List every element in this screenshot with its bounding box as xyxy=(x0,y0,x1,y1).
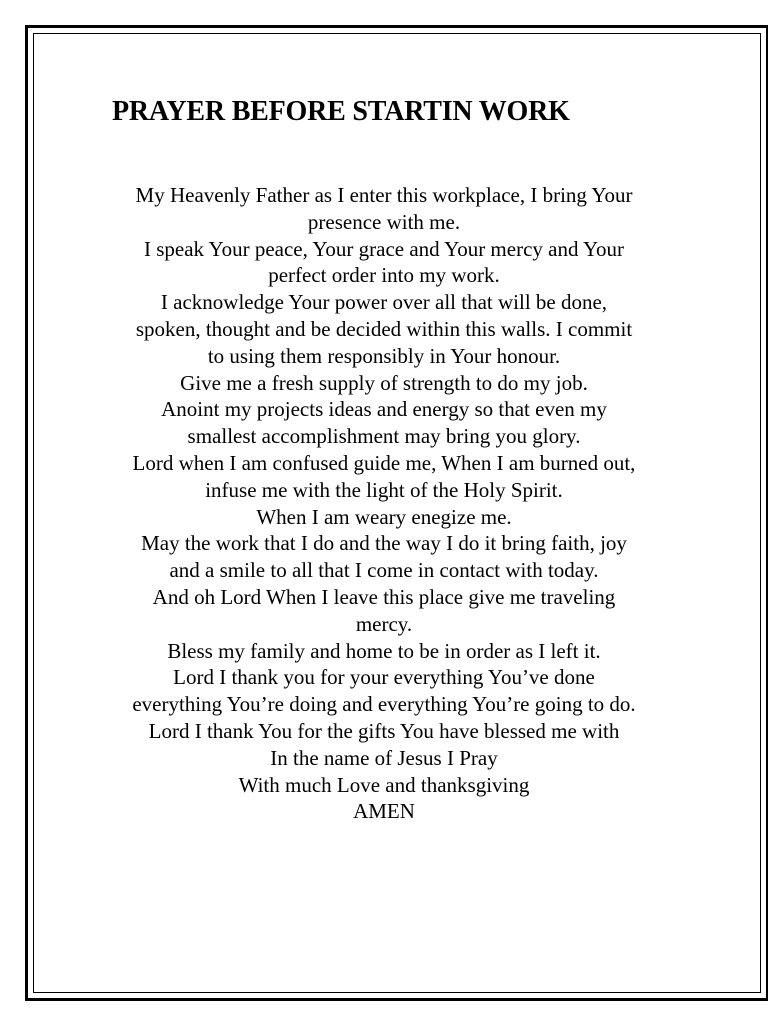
prayer-line: May the work that I do and the way I do it bring faith, joy xyxy=(141,531,627,556)
prayer-line: mercy. xyxy=(355,611,413,636)
prayer-line: to using them responsibly in Your honour. xyxy=(207,343,561,368)
prayer-line: When I am weary enegize me. xyxy=(256,504,512,529)
prayer-line: Lord when I am confused guide me, When I am burned out, xyxy=(132,450,636,475)
prayer-text xyxy=(96,182,672,825)
prayer-line: Anoint my projects ideas and energy so that even my xyxy=(161,397,607,422)
prayer-line: presence with me. xyxy=(307,209,461,234)
prayer-line: With much Love and thanksgiving xyxy=(238,772,530,797)
prayer-line: Give me a fresh supply of strength to do my job. xyxy=(180,370,588,395)
prayer-line: spoken, thought and be decided within this walls. I commit xyxy=(135,316,633,341)
prayer-line: Bless my family and home to be in order as I left it. xyxy=(167,638,601,663)
prayer-line: and a smile to all that I come in contact with today. xyxy=(169,558,599,583)
prayer-line: And oh Lord When I leave this place give me traveling xyxy=(152,584,616,609)
prayer-line: Lord I thank You for the gifts You have blessed me with xyxy=(148,718,620,743)
prayer-line: infuse me with the light of the Holy Spirit. xyxy=(205,477,563,502)
prayer-line: Lord I thank you for your everything You’ve done xyxy=(173,665,595,690)
prayer-line: AMEN xyxy=(353,799,415,824)
prayer-line: everything You’re doing and everything You’re going to do. xyxy=(132,692,636,717)
prayer-line: My Heavenly Father as I enter this workplace, I bring Your xyxy=(135,183,633,207)
prayer-line: I speak Your peace, Your grace and Your mercy and Your xyxy=(143,236,625,261)
prayer-line: I acknowledge Your power over all that will be done, xyxy=(160,290,608,315)
prayer-line: smallest accomplishment may bring you glory. xyxy=(187,424,581,449)
prayer-line: perfect order into my work. xyxy=(268,263,500,288)
document-title: PRAYER BEFORE STARTIN WORK xyxy=(112,96,570,127)
prayer-line: In the name of Jesus I Pray xyxy=(270,745,498,770)
